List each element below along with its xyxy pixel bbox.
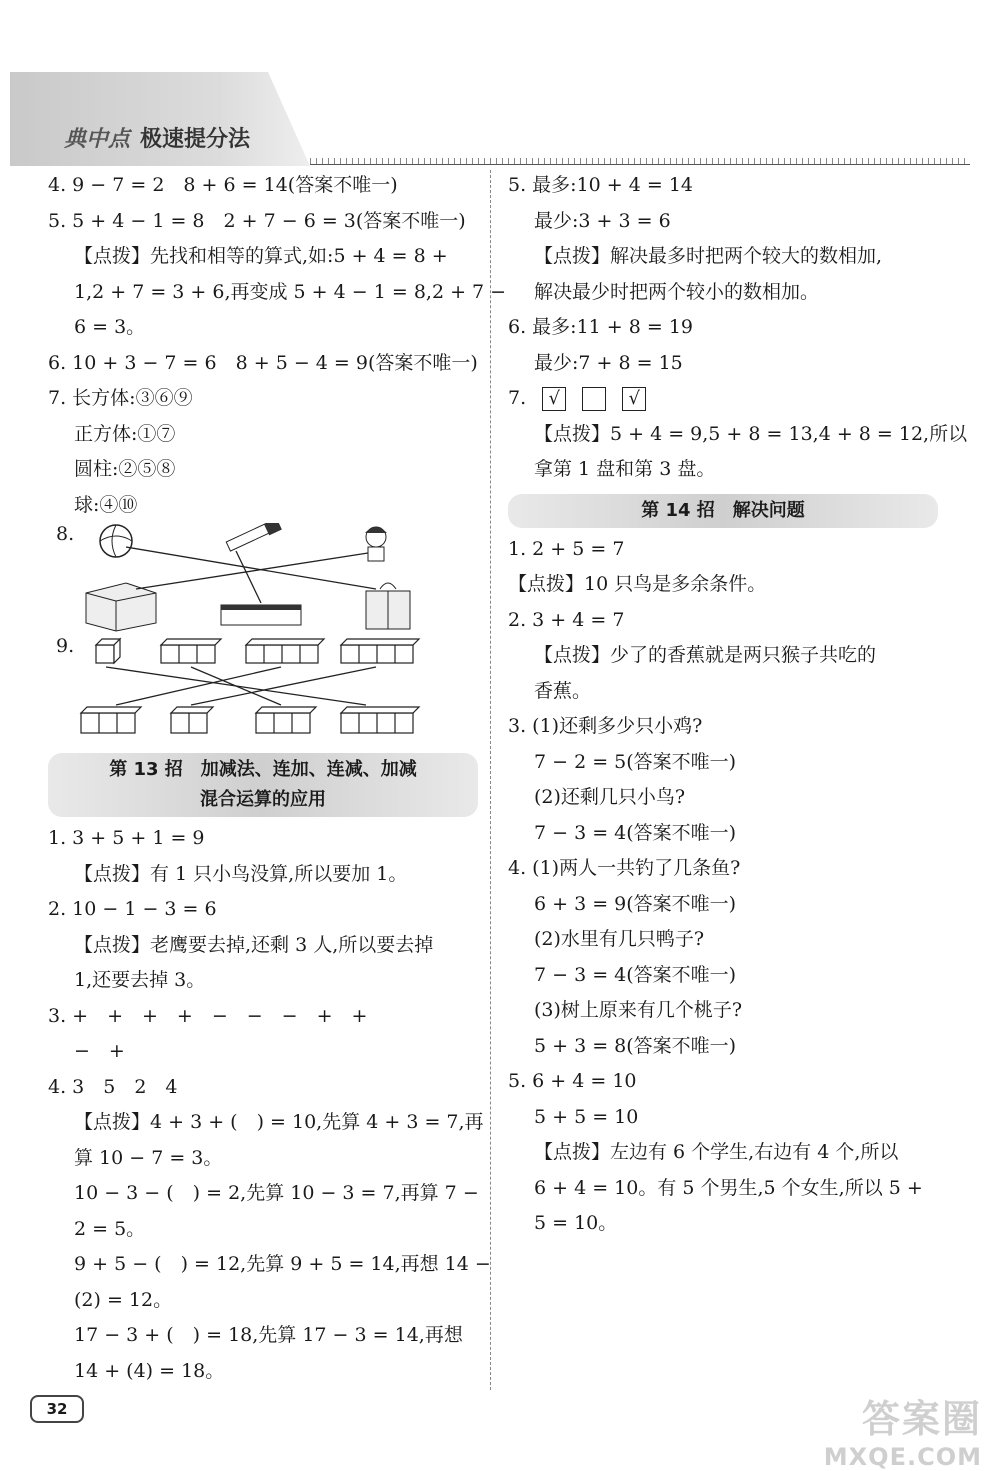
question-number: 7. <box>508 387 527 409</box>
answer-line: − + <box>74 1040 125 1062</box>
section-title-14: 第 14 招 解决问题 <box>508 494 938 528</box>
tip-line: 1,还要去掉 3。 <box>74 969 206 991</box>
tip-line: 【点拨】左边有 6 个学生,右边有 4 个,所以 <box>534 1141 899 1163</box>
check-box-1: √ <box>542 387 566 411</box>
answer-line: 4. (1)两人一共钓了几条鱼? <box>508 857 741 879</box>
answer-line: 1. 3 + 5 + 1 = 9 <box>48 827 205 849</box>
question-number: 9. <box>56 635 75 657</box>
tip-line: 【点拨】先找和相等的算式,如:5 + 4 = 8 + <box>74 245 448 267</box>
tip-line: 【点拨】解决最多时把两个较大的数相加, <box>534 245 883 267</box>
flat-box-icon <box>221 605 301 625</box>
answer-line: 7 − 3 = 4(答案不唯一) <box>534 963 737 986</box>
answer-line: 7 − 3 = 4(答案不唯一) <box>534 821 737 844</box>
question-number: 8. <box>56 523 75 545</box>
tip-line: 17 − 3 + ( ) = 18,先算 17 − 3 = 14,再想 <box>74 1324 463 1346</box>
tip-line: 【点拨】有 1 只小鸟没算,所以要加 1。 <box>74 862 408 885</box>
answer-line: 3. (1)还剩多少只小鸡? <box>508 715 703 737</box>
answer-line: 1. 2 + 5 = 7 <box>508 537 625 560</box>
section-title-13 <box>48 753 478 817</box>
tip-line: 10 − 3 − ( ) = 2,先算 10 − 3 = 7,再算 7 − <box>74 1182 479 1204</box>
q7-checkboxes <box>508 381 938 417</box>
series-title: 极速提分法 <box>140 127 251 152</box>
answer-line: 3. + + + + − − − + + <box>48 1004 368 1027</box>
ball-icon <box>100 525 132 557</box>
answer-line: 最少:3 + 3 = 6 <box>534 209 671 232</box>
answer-line: 最少:7 + 8 = 15 <box>534 351 683 374</box>
answer-line: 7. 长方体:③⑥⑨ <box>48 387 193 409</box>
tip-line: 6 + 4 = 10。有 5 个男生,5 个女生,所以 5 + <box>534 1176 923 1199</box>
tip-line: 解决最少时把两个较小的数相加。 <box>534 280 820 303</box>
q8-matching-figure <box>76 523 456 635</box>
tip-line: 【点拨】4 + 3 + ( ) = 10,先算 4 + 3 = 7,再 <box>74 1111 484 1133</box>
answer-line: 球:④⑩ <box>74 493 138 516</box>
answer-line: 2. 3 + 4 = 7 <box>508 608 625 631</box>
q9-matching <box>48 635 478 747</box>
answer-line: 圆柱:②⑤⑧ <box>74 458 176 480</box>
series-logo <box>64 122 250 153</box>
check-box-2 <box>582 387 606 411</box>
tip-line: 【点拨】老鹰要去掉,还剩 3 人,所以要去掉 <box>74 933 434 956</box>
q9-cubes-figure <box>76 635 456 747</box>
section-title-line: 第 13 招 加减法、连加、连减、加减 <box>109 759 417 780</box>
left-column <box>48 168 507 1389</box>
answer-line: 4. 9 − 7 = 2 8 + 6 = 14(答案不唯一) <box>48 174 398 196</box>
tip-line: 6 = 3。 <box>74 316 146 338</box>
tip-line: 【点拨】10 只鸟是多余条件。 <box>508 573 767 595</box>
tip-line: 算 10 − 7 = 3。 <box>74 1146 223 1169</box>
gift-box-icon <box>366 583 410 629</box>
glue-stick-icon <box>226 523 282 551</box>
pencil-box-icon <box>86 583 156 631</box>
tip-line: 5 = 10。 <box>534 1212 618 1234</box>
answer-line: (2)水里有几只鸭子? <box>534 928 705 950</box>
site-watermark <box>772 1388 982 1471</box>
brand-mark: 典中点 <box>64 127 131 152</box>
tip-line: 14 + (4) = 18。 <box>74 1359 225 1382</box>
tip-line: 【点拨】5 + 4 = 9,5 + 8 = 13,4 + 8 = 12,所以 <box>534 422 968 445</box>
answer-line: 6 + 3 = 9(答案不唯一) <box>534 892 737 915</box>
q8-matching <box>48 523 478 635</box>
answer-line: 6. 最多:11 + 8 = 19 <box>508 316 694 338</box>
doll-icon <box>365 527 387 561</box>
watermark-logo: 答案圈 <box>861 1397 982 1441</box>
answer-line: 4. 3 5 2 4 <box>48 1075 178 1098</box>
answer-line: (3)树上原来有几个桃子? <box>534 999 743 1021</box>
answer-line: (2)还剩几只小鸟? <box>534 786 686 808</box>
tip-line: 香蕉。 <box>534 679 592 702</box>
answer-line: 正方体:①⑦ <box>74 422 176 445</box>
header-ruler <box>310 150 970 165</box>
answer-line: 5 + 3 = 8(答案不唯一) <box>534 1034 737 1057</box>
right-column <box>508 168 968 1242</box>
tip-line: (2) = 12。 <box>74 1288 173 1311</box>
answer-line: 5. 6 + 4 = 10 <box>508 1070 637 1092</box>
page-number: 32 <box>30 1395 84 1423</box>
column-divider <box>490 170 491 1390</box>
answer-line: 6. 10 + 3 − 7 = 6 8 + 5 − 4 = 9(答案不唯一) <box>48 351 478 374</box>
answer-line: 2. 10 − 1 − 3 = 6 <box>48 898 217 920</box>
tip-line: 1,2 + 7 = 3 + 6,再变成 5 + 4 − 1 = 8,2 + 7 − <box>74 280 507 303</box>
answer-line: 7 − 2 = 5(答案不唯一) <box>534 750 737 773</box>
answer-line: 5. 最多:10 + 4 = 14 <box>508 174 694 196</box>
tip-line: 2 = 5。 <box>74 1217 146 1240</box>
tip-line: 9 + 5 − ( ) = 12,先算 9 + 5 = 14,再想 14 − <box>74 1253 491 1275</box>
tip-line: 拿第 1 盘和第 3 盘。 <box>534 458 716 480</box>
check-box-3: √ <box>622 387 646 411</box>
section-title-line: 混合运算的应用 <box>200 789 326 810</box>
watermark-url: MXQE.COM <box>823 1443 982 1471</box>
answer-line: 5. 5 + 4 − 1 = 8 2 + 7 − 6 = 3(答案不唯一) <box>48 209 466 232</box>
answer-line: 5 + 5 = 10 <box>534 1105 639 1128</box>
tip-line: 【点拨】少了的香蕉就是两只猴子共吃的 <box>534 644 877 666</box>
